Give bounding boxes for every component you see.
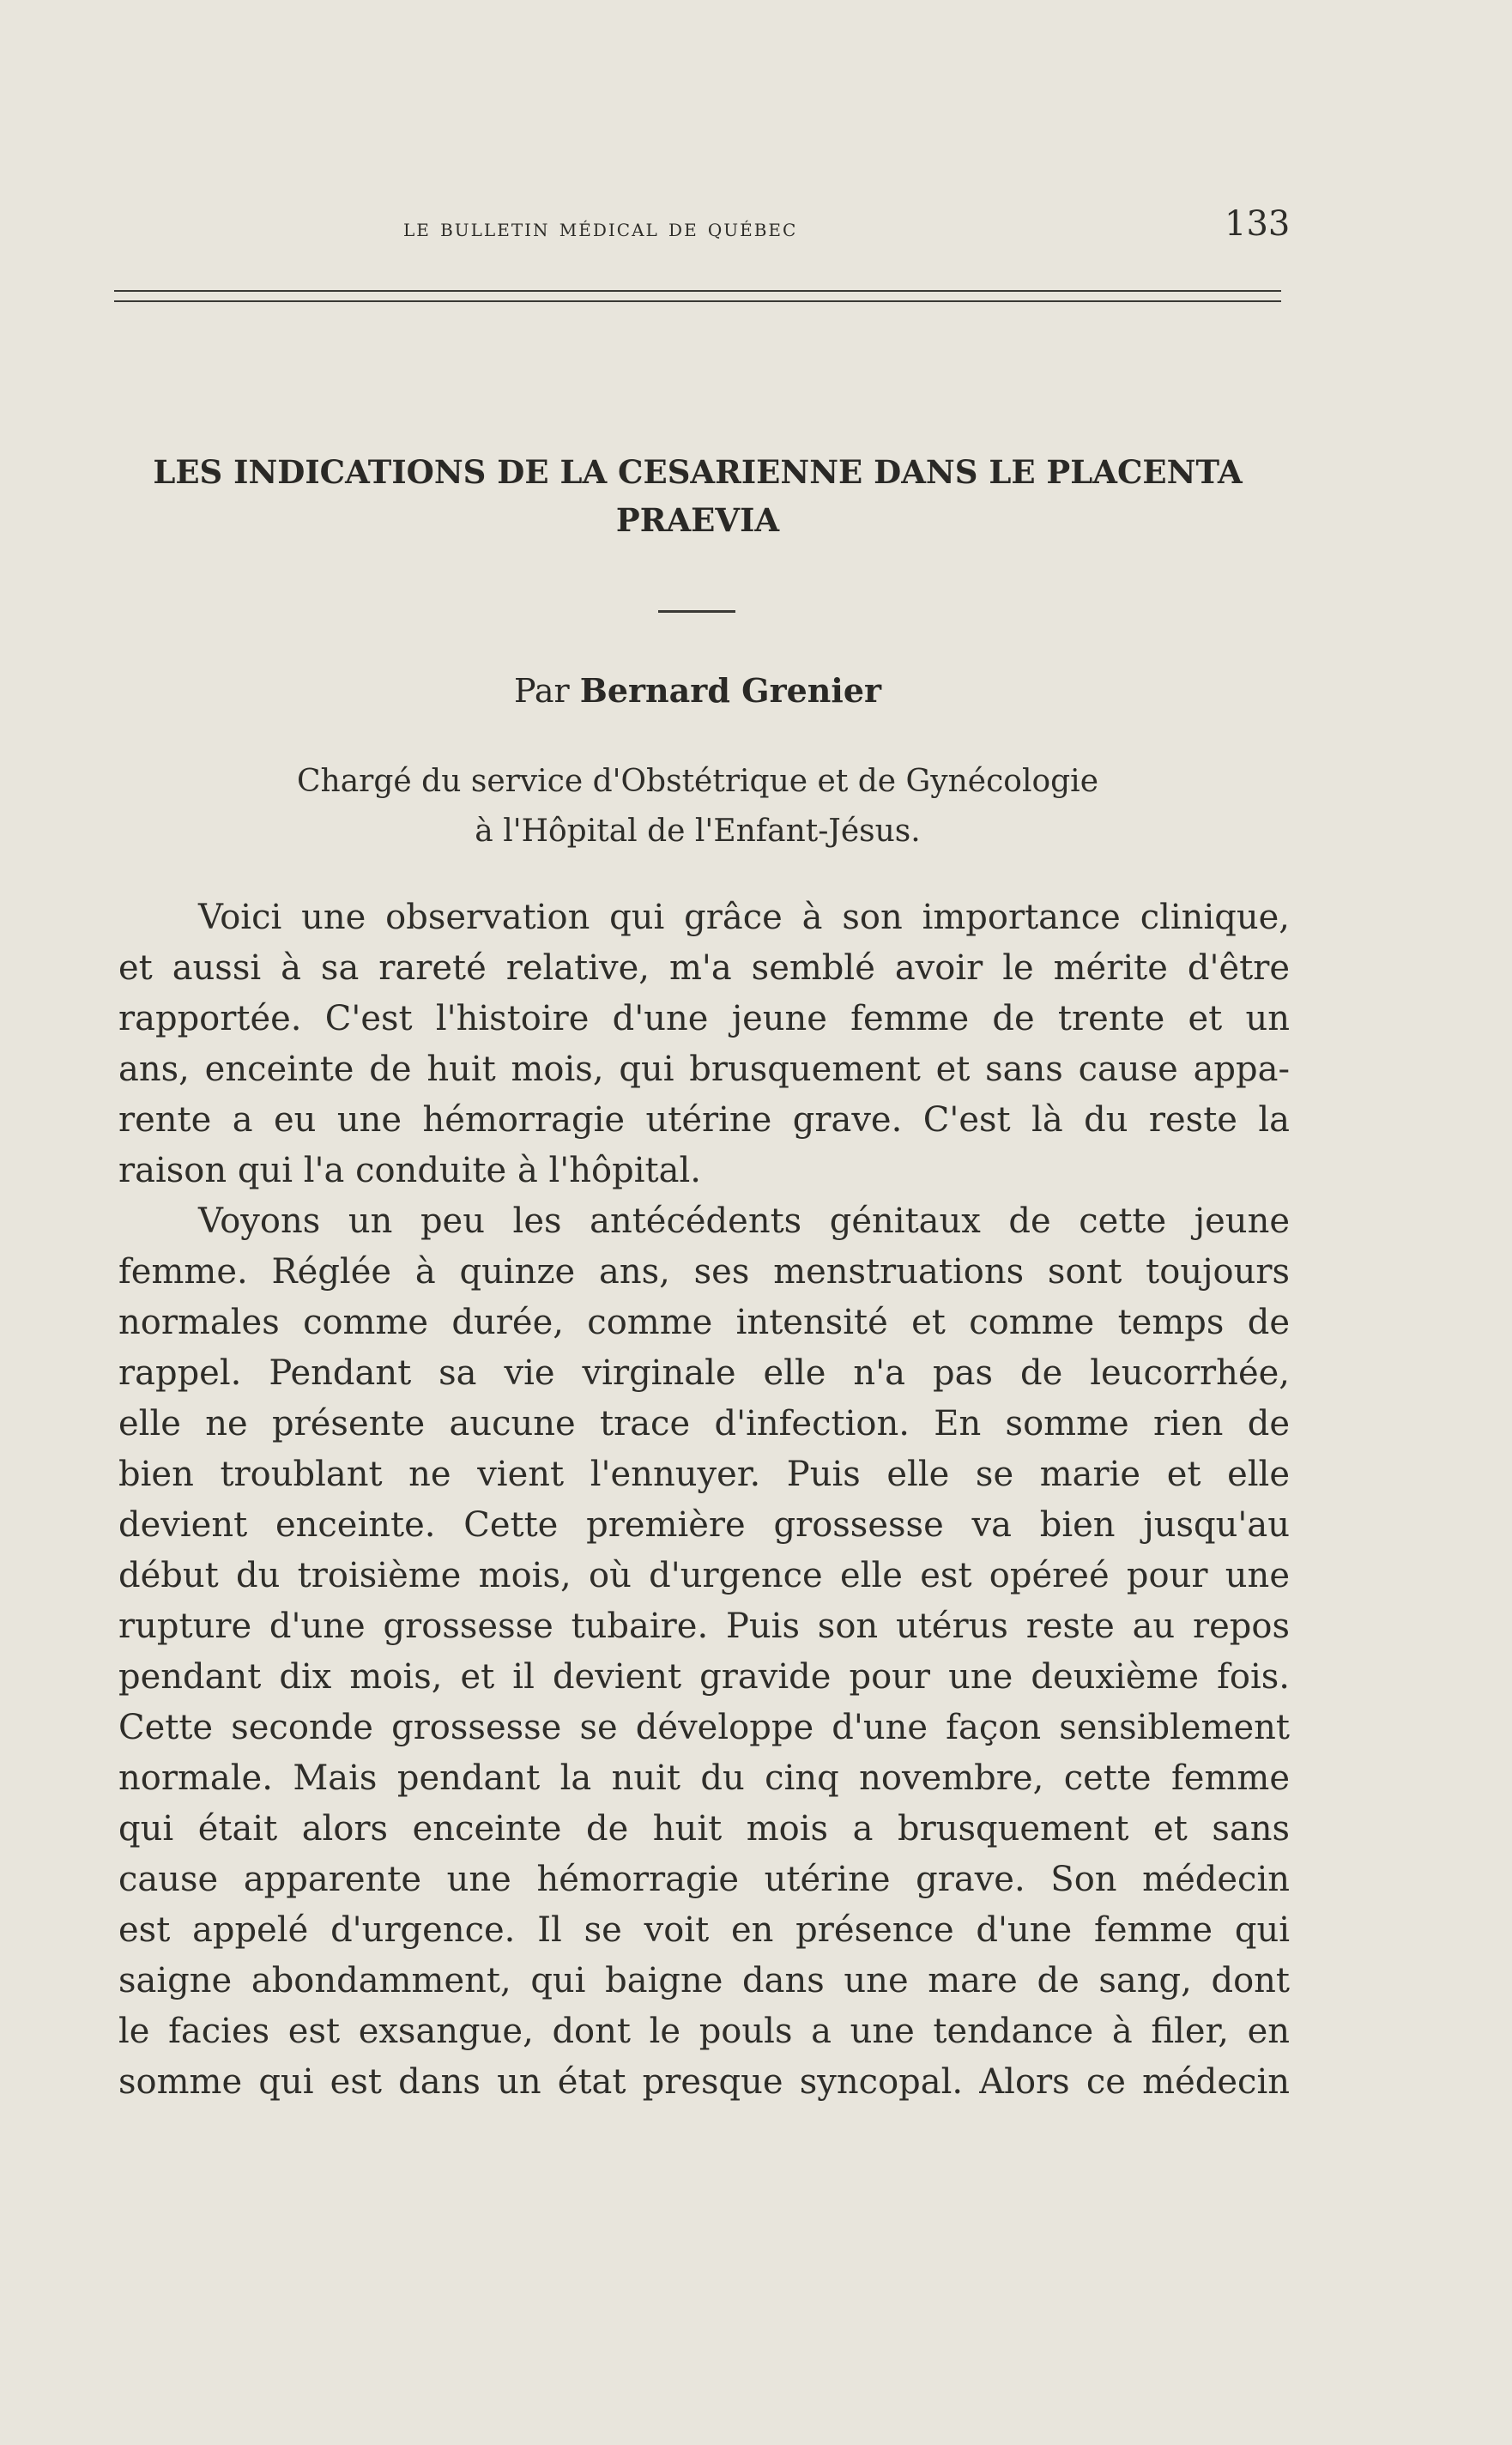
body-line: normale. Mais pendant la nuit du cinq novembre, cette femme xyxy=(118,1758,1290,1798)
body-line: femme. Réglée à quinze ans, ses menstruations sont toujours xyxy=(118,1252,1290,1292)
byline-prefix: Par xyxy=(513,672,570,710)
article-title-line-2: PRAEVIA xyxy=(615,501,780,539)
running-head: le bulletin médical de québec xyxy=(403,213,798,242)
body-line: qui était alors enceinte de huit mois a brusquement et sans xyxy=(118,1809,1290,1849)
article-body xyxy=(118,893,1290,2108)
body-line: pendant dix mois, et il devient gravide pour une deuxième fois. xyxy=(118,1657,1290,1697)
body-line: Voyons un peu les antécédents génitaux de cette jeune xyxy=(198,1201,1290,1241)
affiliation-line-1: Chargé du service d'Obstétrique et de Gynécologie xyxy=(296,764,1098,799)
byline xyxy=(114,671,1281,710)
author-affiliation xyxy=(114,757,1281,856)
body-line: saigne abondamment, qui baigne dans une mare de sang, dont xyxy=(118,1961,1290,2000)
body-line: Voici une observation qui grâce à son importance clinique, xyxy=(198,898,1290,937)
title-separator xyxy=(658,610,735,613)
article-title-line-1: LES INDICATIONS DE LA CESARIENNE DANS LE PLACENTA xyxy=(153,453,1243,491)
body-line: bien troublant ne vient l'ennuyer. Puis elle se marie et elle xyxy=(118,1455,1290,1494)
page-number: 133 xyxy=(1225,204,1291,244)
body-line: normales comme durée, comme intensité et comme temps de xyxy=(118,1303,1290,1342)
body-line: devient enceinte. Cette première grossesse va bien jusqu'au xyxy=(118,1505,1290,1545)
body-line: le facies est exsangue, dont le pouls a une tendance à filer, en xyxy=(118,2012,1290,2051)
body-line: ans, enceinte de huit mois, qui brusquement et sans cause appa- xyxy=(118,1050,1290,1089)
body-line: somme qui est dans un état presque syncopal. Alors ce médecin xyxy=(118,2062,1290,2102)
body-line: Cette seconde grossesse se développe d'une façon sensiblement xyxy=(118,1708,1290,1747)
author-name: Bernard Grenier xyxy=(579,671,882,710)
body-line: et aussi à sa rareté relative, m'a semblé avoir le mérite d'être xyxy=(118,948,1290,988)
header-rule-top xyxy=(114,290,1281,292)
body-line: rente a eu une hémorragie utérine grave. C'est là du reste la xyxy=(118,1100,1290,1140)
article-title xyxy=(114,448,1281,544)
body-line: rapportée. C'est l'histoire d'une jeune femme de trente et un xyxy=(118,999,1290,1038)
affiliation-line-2: à l'Hôpital de l'Enfant-Jésus. xyxy=(475,814,921,849)
body-line: cause apparente une hémorragie utérine grave. Son médecin xyxy=(118,1860,1290,1899)
body-line: raison qui l'a conduite à l'hôpital. xyxy=(118,1151,701,1190)
header-rule-bottom xyxy=(114,300,1281,302)
body-line: elle ne présente aucune trace d'infection. En somme rien de xyxy=(118,1404,1290,1443)
body-line: est appelé d'urgence. Il se voit en présence d'une femme qui xyxy=(118,1910,1290,1950)
body-line: début du troisième mois, où d'urgence elle est opéreé pour une xyxy=(118,1556,1290,1595)
body-line: rupture d'une grossesse tubaire. Puis son utérus reste au repos xyxy=(118,1607,1290,1646)
body-line: rappel. Pendant sa vie virginale elle n'a pas de leucorrhée, xyxy=(118,1353,1290,1393)
